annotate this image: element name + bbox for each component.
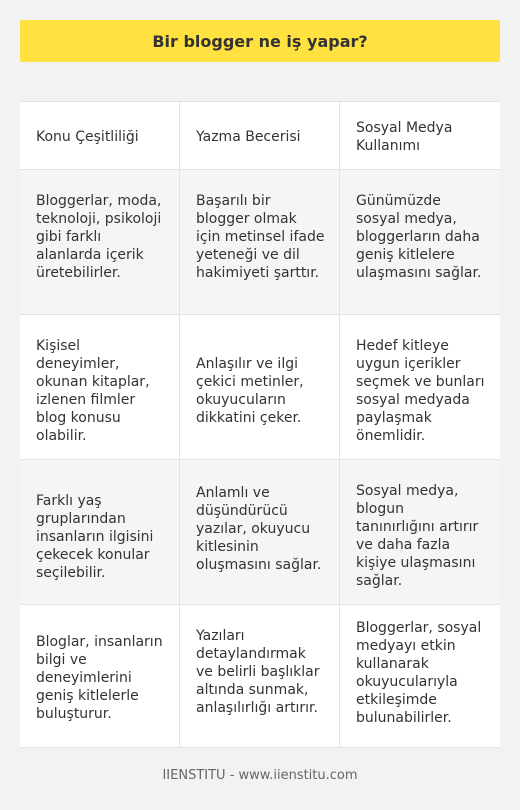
header-cell-social-media: Sosyal Medya Kullanımı — [356, 120, 453, 154]
table-cell: Sosyal medya, blogun tanınırlığını artırır ve daha fazla kişiye ulaşmasını sağlar. — [356, 483, 479, 589]
table-cell: Bloglar, insanların bilgi ve deneyimlerini geniş kitlelerle buluşturur. — [20, 605, 180, 747]
table-row — [20, 170, 500, 315]
table-row — [20, 460, 500, 605]
table-row — [20, 315, 500, 460]
table-cell: Farklı yaş gruplarından insanların ilgisini çekecek konular seçilebilir. — [20, 460, 180, 604]
table-cell: Bloggerlar, moda, teknoloji, psikoloji gibi farklı alanlarda içerik üretebilirler. — [20, 170, 180, 314]
header-cell-writing-skill: Yazma Becerisi — [180, 102, 340, 169]
table-header-row — [20, 102, 500, 170]
table-cell: Bloggerlar, sosyal medyayı etkin kullanarak okuyucularıyla etkileşimde bulunabilirler. — [356, 620, 482, 726]
table-cell: Günümüzde sosyal medya, bloggerların daha geniş kitlelere ulaşmasını sağlar. — [356, 193, 482, 281]
header-cell-topic-variety: Konu Çeşitliliği — [20, 102, 180, 169]
table-cell: Anlamlı ve düşündürücü yazılar, okuyucu kitlesinin oluşmasını sağlar. — [180, 460, 340, 604]
comparison-table — [20, 101, 500, 748]
footer-credit: IIENSTITU - www.iienstitu.com — [162, 768, 358, 783]
table-cell: Başarılı bir blogger olmak için metinsel ifade yeteneği ve dil hakimiyeti şarttır. — [180, 170, 340, 314]
page-title: Bir blogger ne iş yapar? — [152, 31, 368, 51]
table-cell: Hedef kitleye uygun içerikler seçmek ve bunları sosyal medyada paylaşmak önemlidir. — [356, 338, 485, 444]
table-row — [20, 605, 500, 747]
table-cell: Kişisel deneyimler, okunan kitaplar, izlenen filmler blog konusu olabilir. — [20, 315, 180, 459]
table-cell: Anlaşılır ve ilgi çekici metinler, okuyucuların dikkatini çeker. — [180, 315, 340, 459]
title-banner — [20, 20, 500, 62]
table-cell: Yazıları detaylandırmak ve belirli başlıklar altında sunmak, anlaşılırlığı artırır. — [180, 605, 340, 747]
